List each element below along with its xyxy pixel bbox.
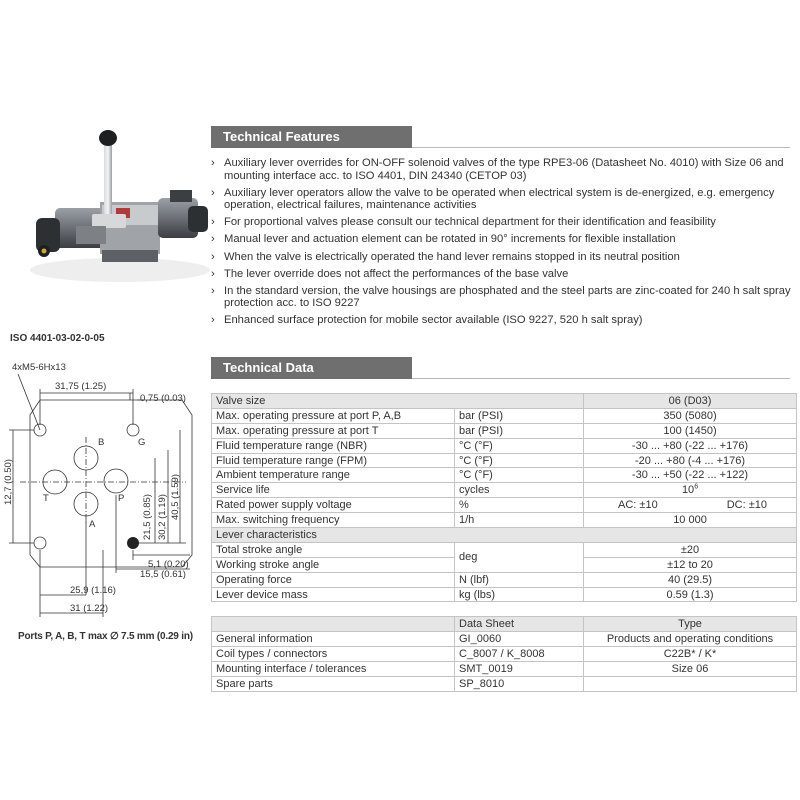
valve-product-image <box>20 130 215 290</box>
mount-hole-filled <box>127 537 139 549</box>
port-label: T <box>43 493 49 504</box>
table-row <box>212 408 797 423</box>
cell-type: Products and operating conditions <box>584 632 797 647</box>
cell-unit: bar (PSI) <box>455 423 584 438</box>
cell-label: Operating force <box>212 572 455 587</box>
dim-label: 12,7 (0.50) <box>3 459 14 505</box>
table-row <box>212 587 797 602</box>
table-row <box>212 438 797 453</box>
ports-note: Ports P, A, B, T max ∅ 7.5 mm (0.29 in) <box>18 631 193 642</box>
cell-label: Ambient temperature range <box>212 468 455 483</box>
cell-label: Working stroke angle <box>212 557 455 572</box>
features-list <box>211 157 796 332</box>
table-row <box>212 542 797 557</box>
table-spacer-row <box>212 602 797 617</box>
cell-sheet: GI_0060 <box>455 632 584 647</box>
table-row <box>212 394 797 409</box>
dim-label: 40,5 (1.59) <box>170 474 181 520</box>
cell-value: -20 ... +80 (-4 ... +176) <box>584 453 797 468</box>
cell-value: 100 (1450) <box>584 423 797 438</box>
cell-sheet: C_8007 / K_8008 <box>455 647 584 662</box>
cell-unit: bar (PSI) <box>455 408 584 423</box>
cell-label <box>212 617 455 632</box>
table-row <box>212 572 797 587</box>
feature-item: › The lever override does not affect the performances of the base valve <box>211 268 796 281</box>
feature-item: › In the standard version, the valve housings are phosphated and the steel parts are zinc-coated for 240 h salt spray protection acc. to ISO 9227 <box>211 285 796 310</box>
dim-label: 15,5 (0.61) <box>140 569 186 580</box>
cell-value: ±12 to 20 <box>584 557 797 572</box>
cell-sheet: SMT_0019 <box>455 662 584 677</box>
table-row <box>212 468 797 483</box>
cell-label: Total stroke angle <box>212 542 455 557</box>
cell-sheet: SP_8010 <box>455 676 584 691</box>
dim-label: 5,1 (0.20) <box>148 559 189 570</box>
cell-value: -30 ... +80 (-22 ... +176) <box>584 438 797 453</box>
dim-label: 25,9 (1.16) <box>70 585 116 596</box>
technical-data-header: Technical Data <box>211 357 412 379</box>
table-row <box>212 662 797 677</box>
table-row <box>212 676 797 691</box>
cell-type: Size 06 <box>584 662 797 677</box>
cell-label: Lever device mass <box>212 587 455 602</box>
mount-hole <box>127 424 139 436</box>
cell-type <box>584 676 797 691</box>
cell-label: Max. switching frequency <box>212 513 455 528</box>
cell-value: $10^6$ <box>584 483 797 498</box>
cell-label: Valve size <box>212 394 584 409</box>
cell-label: Fluid temperature range (NBR) <box>212 438 455 453</box>
cell-type: C22B* / K* <box>584 647 797 662</box>
col-header: Type <box>584 617 797 632</box>
cell-unit: % <box>455 498 584 513</box>
mounting-interface-drawing <box>0 355 205 630</box>
cell-value: 10 000 <box>584 513 797 528</box>
cell-unit: deg <box>455 542 584 572</box>
cell-label: Spare parts <box>212 676 455 691</box>
feature-item: › Auxiliary lever operators allow the valve to be operated when electrical system is de-energized, e.g. emergency operation, electrical failures, maintenance activities <box>211 187 796 212</box>
cell-value: 0.59 (1.3) <box>584 587 797 602</box>
technical-features-header: Technical Features <box>211 126 412 148</box>
cell-value: ±20 <box>584 542 797 557</box>
cell-label: Rated power supply voltage <box>212 498 455 513</box>
cell-unit: 1/h <box>455 513 584 528</box>
table-row <box>212 647 797 662</box>
thread-label: 4xM5-6Hx13 <box>12 362 66 373</box>
port-p-circle <box>104 469 128 493</box>
header-rule <box>412 147 790 148</box>
cell-unit: °C (°F) <box>455 438 584 453</box>
iso-label: ISO 4401-03-02-0-05 <box>10 333 105 344</box>
table-row <box>212 453 797 468</box>
cell-unit: kg (lbs) <box>455 587 584 602</box>
cell-value: 350 (5080) <box>584 408 797 423</box>
section-label: Lever characteristics <box>212 528 797 543</box>
cell-unit: °C (°F) <box>455 468 584 483</box>
feature-item: › Enhanced surface protection for mobile sector available (ISO 9227, 520 h salt spray) <box>211 314 796 327</box>
cell-value: -30 ... +50 (-22 ... +122) <box>584 468 797 483</box>
table-row <box>212 528 797 543</box>
feature-item: › Manual lever and actuation element can be rotated in 90° increments for flexible installation <box>211 233 796 246</box>
dim-label: 31,75 (1.25) <box>55 381 107 392</box>
port-label: P <box>118 493 125 504</box>
port-label: A <box>89 519 96 530</box>
cell-label: Fluid temperature range (FPM) <box>212 453 455 468</box>
table-row <box>212 513 797 528</box>
cell-unit: cycles <box>455 483 584 498</box>
table-row <box>212 617 797 632</box>
cell-label: Max. operating pressure at port P, A,B <box>212 408 455 423</box>
cell-value: 40 (29.5) <box>584 572 797 587</box>
cell-unit: N (lbf) <box>455 572 584 587</box>
mount-hole <box>34 537 46 549</box>
feature-item: › For proportional valves please consult our technical department for their identification and feasibility <box>211 216 796 229</box>
cell-unit: °C (°F) <box>455 453 584 468</box>
cell-label: Max. operating pressure at port T <box>212 423 455 438</box>
cell-label: Mounting interface / tolerances <box>212 662 455 677</box>
cell-value: AC: ±10 DC: ±10 <box>584 498 797 513</box>
port-label: B <box>98 437 105 448</box>
feature-item: › Auxiliary lever overrides for ON-OFF solenoid valves of the type RPE3-06 (Datasheet No. 4010) with Size 06 and mounting interface acc. to ISO 4401, DIN 24340 (CETOP 03) <box>211 157 796 182</box>
cell-label: General information <box>212 632 455 647</box>
col-header: Data Sheet <box>455 617 584 632</box>
table-row <box>212 498 797 513</box>
cell-label: Coil types / connectors <box>212 647 455 662</box>
dim-label: 0,75 (0.03) <box>140 393 186 404</box>
cell-label: Service life <box>212 483 455 498</box>
table-row <box>212 483 797 498</box>
header-rule <box>412 378 790 379</box>
technical-data-table <box>211 393 797 692</box>
feature-item: › When the valve is electrically operated the hand lever remains stopped in its neutral position <box>211 251 796 264</box>
dim-label: 31 (1.22) <box>70 603 109 614</box>
port-label: G <box>138 437 146 448</box>
dim-label: 30,2 (1.19) <box>157 494 168 540</box>
cell-value: 06 (D03) <box>584 394 797 409</box>
table-row <box>212 423 797 438</box>
dim-label: 21,5 (0.85) <box>142 494 153 540</box>
table-row <box>212 632 797 647</box>
